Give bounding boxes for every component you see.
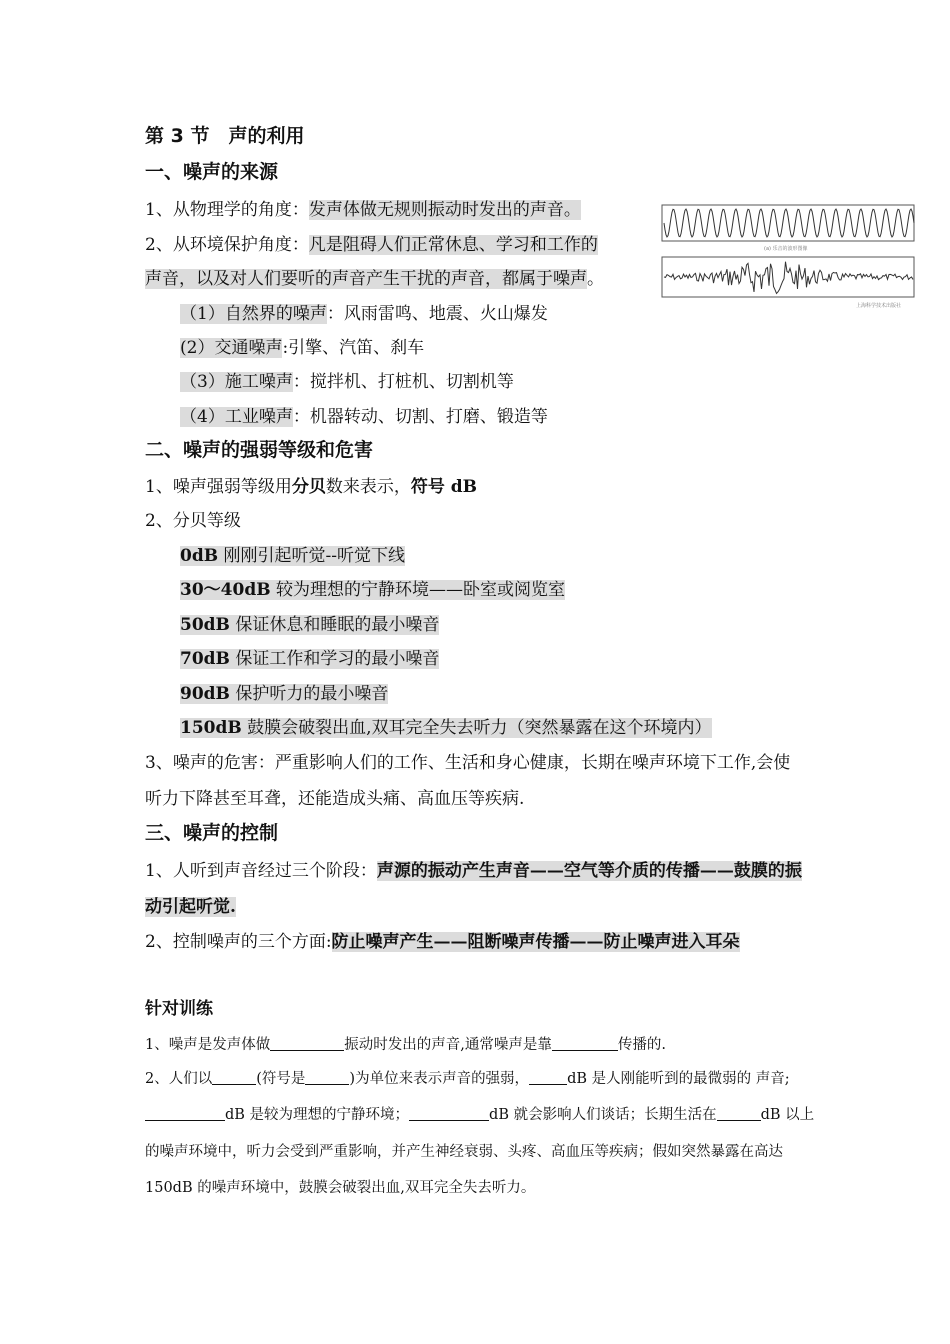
- sec1-para-1-highlight: 发声体做无规则振动时发出的声音。: [308, 200, 581, 220]
- noise-source-item-4: [180, 405, 548, 429]
- noise-source-label: (2）交通噪声: [180, 338, 283, 358]
- db-level-1: [180, 544, 405, 568]
- db-desc: 保证工作和学习的最小噪音: [229, 649, 440, 669]
- sec2-para-2: 2、分贝等级: [145, 511, 241, 531]
- db-desc: 保护听力的最小噪音: [229, 684, 389, 704]
- db-desc: 较为理想的宁静环境——卧室或阅览室: [270, 580, 565, 600]
- db-level-4: [180, 647, 439, 671]
- sec2-para-3-line2: 听力下降甚至耳聋，还能造成头痛、高血压等疾病.: [145, 789, 525, 809]
- figure-caption-top: (a) 乐音的波形图像: [764, 246, 808, 252]
- db-level-3: [180, 613, 439, 637]
- q1-text-b: 振动时发出的声音,通常噪声是靠: [344, 1037, 552, 1053]
- q2-blank-2[interactable]: [305, 1068, 349, 1085]
- sec1-para-2-highlight-b: 声音，以及对人们要听的声音产生干扰的声音，都属于噪声: [145, 269, 587, 289]
- page-title: 第 3 节 声的利用: [145, 125, 305, 147]
- noise-source-text: ：机器转动、切割、打磨、锻造等: [292, 407, 548, 427]
- q2-text-e: dB 是较为理想的宁静环境；: [225, 1107, 410, 1123]
- db-level-6: [180, 716, 712, 740]
- db-level-2: [180, 578, 565, 602]
- db-value: 90dB: [180, 684, 230, 704]
- noise-source-item-1: [180, 302, 548, 326]
- q1-blank-2[interactable]: [552, 1034, 618, 1051]
- q2-text-d: dB 是人刚能听到的最微弱的 声音;: [567, 1071, 790, 1087]
- sec3-para-1-prefix: 1、人听到声音经过三个阶段：: [145, 861, 377, 881]
- q2-text-b: (符号是: [256, 1071, 306, 1087]
- db-value: 150dB: [180, 718, 242, 738]
- noise-source-label: （4）工业噪声: [180, 407, 293, 427]
- q2-blank-4[interactable]: [145, 1104, 225, 1121]
- noise-source-text: :引擎、汽笛、刹车: [282, 338, 425, 358]
- sec2-para-1-b: 分贝: [291, 477, 326, 497]
- db-desc: 保证休息和睡眠的最小噪音: [229, 615, 440, 635]
- question-1: [145, 1034, 666, 1056]
- question-2-line3: 的噪声环境中，听力会受到严重影响，并产生神经衰弱、头疼、高血压等疾病；假如突然暴露在高达: [145, 1144, 783, 1160]
- sec1-para-2-line2: [145, 267, 604, 291]
- q2-text-f: dB 就会影响人们谈话；长期生活在: [489, 1107, 717, 1123]
- q1-text-c: 传播的.: [617, 1037, 666, 1053]
- question-2-line2: [145, 1104, 814, 1126]
- q2-blank-5[interactable]: [409, 1104, 489, 1121]
- question-2-line1: [145, 1068, 790, 1090]
- q2-text-a: 2、人们以: [145, 1071, 213, 1087]
- sec3-para-2: [145, 930, 740, 954]
- sec3-para-1-line2: [145, 895, 236, 919]
- noise-source-text: ：搅拌机、打桩机、切割机等: [292, 372, 514, 392]
- sec2-para-1: [145, 475, 477, 499]
- sec3-para-1-highlight-b: 动引起听觉.: [145, 897, 236, 917]
- db-value: 30～40dB: [180, 580, 271, 600]
- section-2-heading: 二、噪声的强弱等级和危害: [145, 439, 374, 461]
- question-2-line4: 150dB 的噪声环境中，鼓膜会破裂出血,双耳完全失去听力。: [145, 1180, 536, 1196]
- noise-source-item-3: [180, 370, 514, 394]
- noise-source-label: （1）自然界的噪声: [180, 304, 327, 324]
- sec2-para-1-c: 数来表示，: [325, 477, 411, 497]
- sec3-para-2-highlight: 防止噪声产生——阻断噪声传播——防止噪声进入耳朵: [331, 932, 740, 952]
- q1-text-a: 1、噪声是发声体做: [145, 1037, 271, 1053]
- section-3-heading: 三、噪声的控制: [145, 822, 279, 844]
- db-value: 50dB: [180, 615, 230, 635]
- db-value: 0dB: [180, 546, 219, 566]
- sec1-para-2-end: 。: [587, 269, 604, 289]
- noise-source-item-2: [180, 336, 424, 360]
- section-1-heading: 一、噪声的来源: [145, 161, 279, 183]
- noise-source-text: ：风雨雷鸣、地震、火山爆发: [326, 304, 548, 324]
- figure-caption-bottom: 上海科学技术出版社: [856, 303, 902, 309]
- q1-blank-1[interactable]: [270, 1034, 344, 1051]
- q2-blank-3[interactable]: [529, 1068, 567, 1085]
- sec3-para-2-prefix: 2、控制噪声的三个方面:: [145, 932, 332, 952]
- sec1-para-2-highlight-a: 凡是阻碍人们正常休息、学习和工作的: [308, 235, 598, 255]
- waveform-figure: [660, 203, 918, 315]
- sec1-para-2-line1: [145, 233, 598, 257]
- db-desc: 刚刚引起听觉--听觉下线: [218, 546, 405, 566]
- q2-blank-1[interactable]: [212, 1068, 256, 1085]
- db-desc: 鼓膜会破裂出血,双耳完全失去听力（突然暴露在这个环境内）: [241, 718, 712, 738]
- sec1-para-2-prefix: 2、从环境保护角度：: [145, 235, 309, 255]
- q2-blank-6[interactable]: [717, 1104, 761, 1121]
- sec2-para-1-d: 符号 dB: [410, 477, 478, 497]
- sec2-para-1-a: 1、噪声强弱等级用: [145, 477, 292, 497]
- sec3-para-1-line1: [145, 859, 802, 883]
- noise-source-label: （3）施工噪声: [180, 372, 293, 392]
- db-value: 70dB: [180, 649, 230, 669]
- waveform-image: [660, 203, 918, 315]
- sec1-para-1: [145, 198, 581, 222]
- db-level-5: [180, 682, 388, 706]
- q2-text-g: dB 以上: [760, 1107, 815, 1123]
- sec2-para-3-line1: 3、噪声的危害：严重影响人们的工作、生活和身心健康，长期在噪声环境下工作,会使: [145, 753, 791, 773]
- sec3-para-1-highlight-a: 声源的振动产生声音——空气等介质的传播——鼓膜的振: [376, 861, 802, 881]
- sec1-para-1-prefix: 1、从物理学的角度：: [145, 200, 309, 220]
- q2-text-c: )为单位来表示声音的强弱，: [349, 1071, 530, 1087]
- training-heading: 针对训练: [145, 999, 213, 1019]
